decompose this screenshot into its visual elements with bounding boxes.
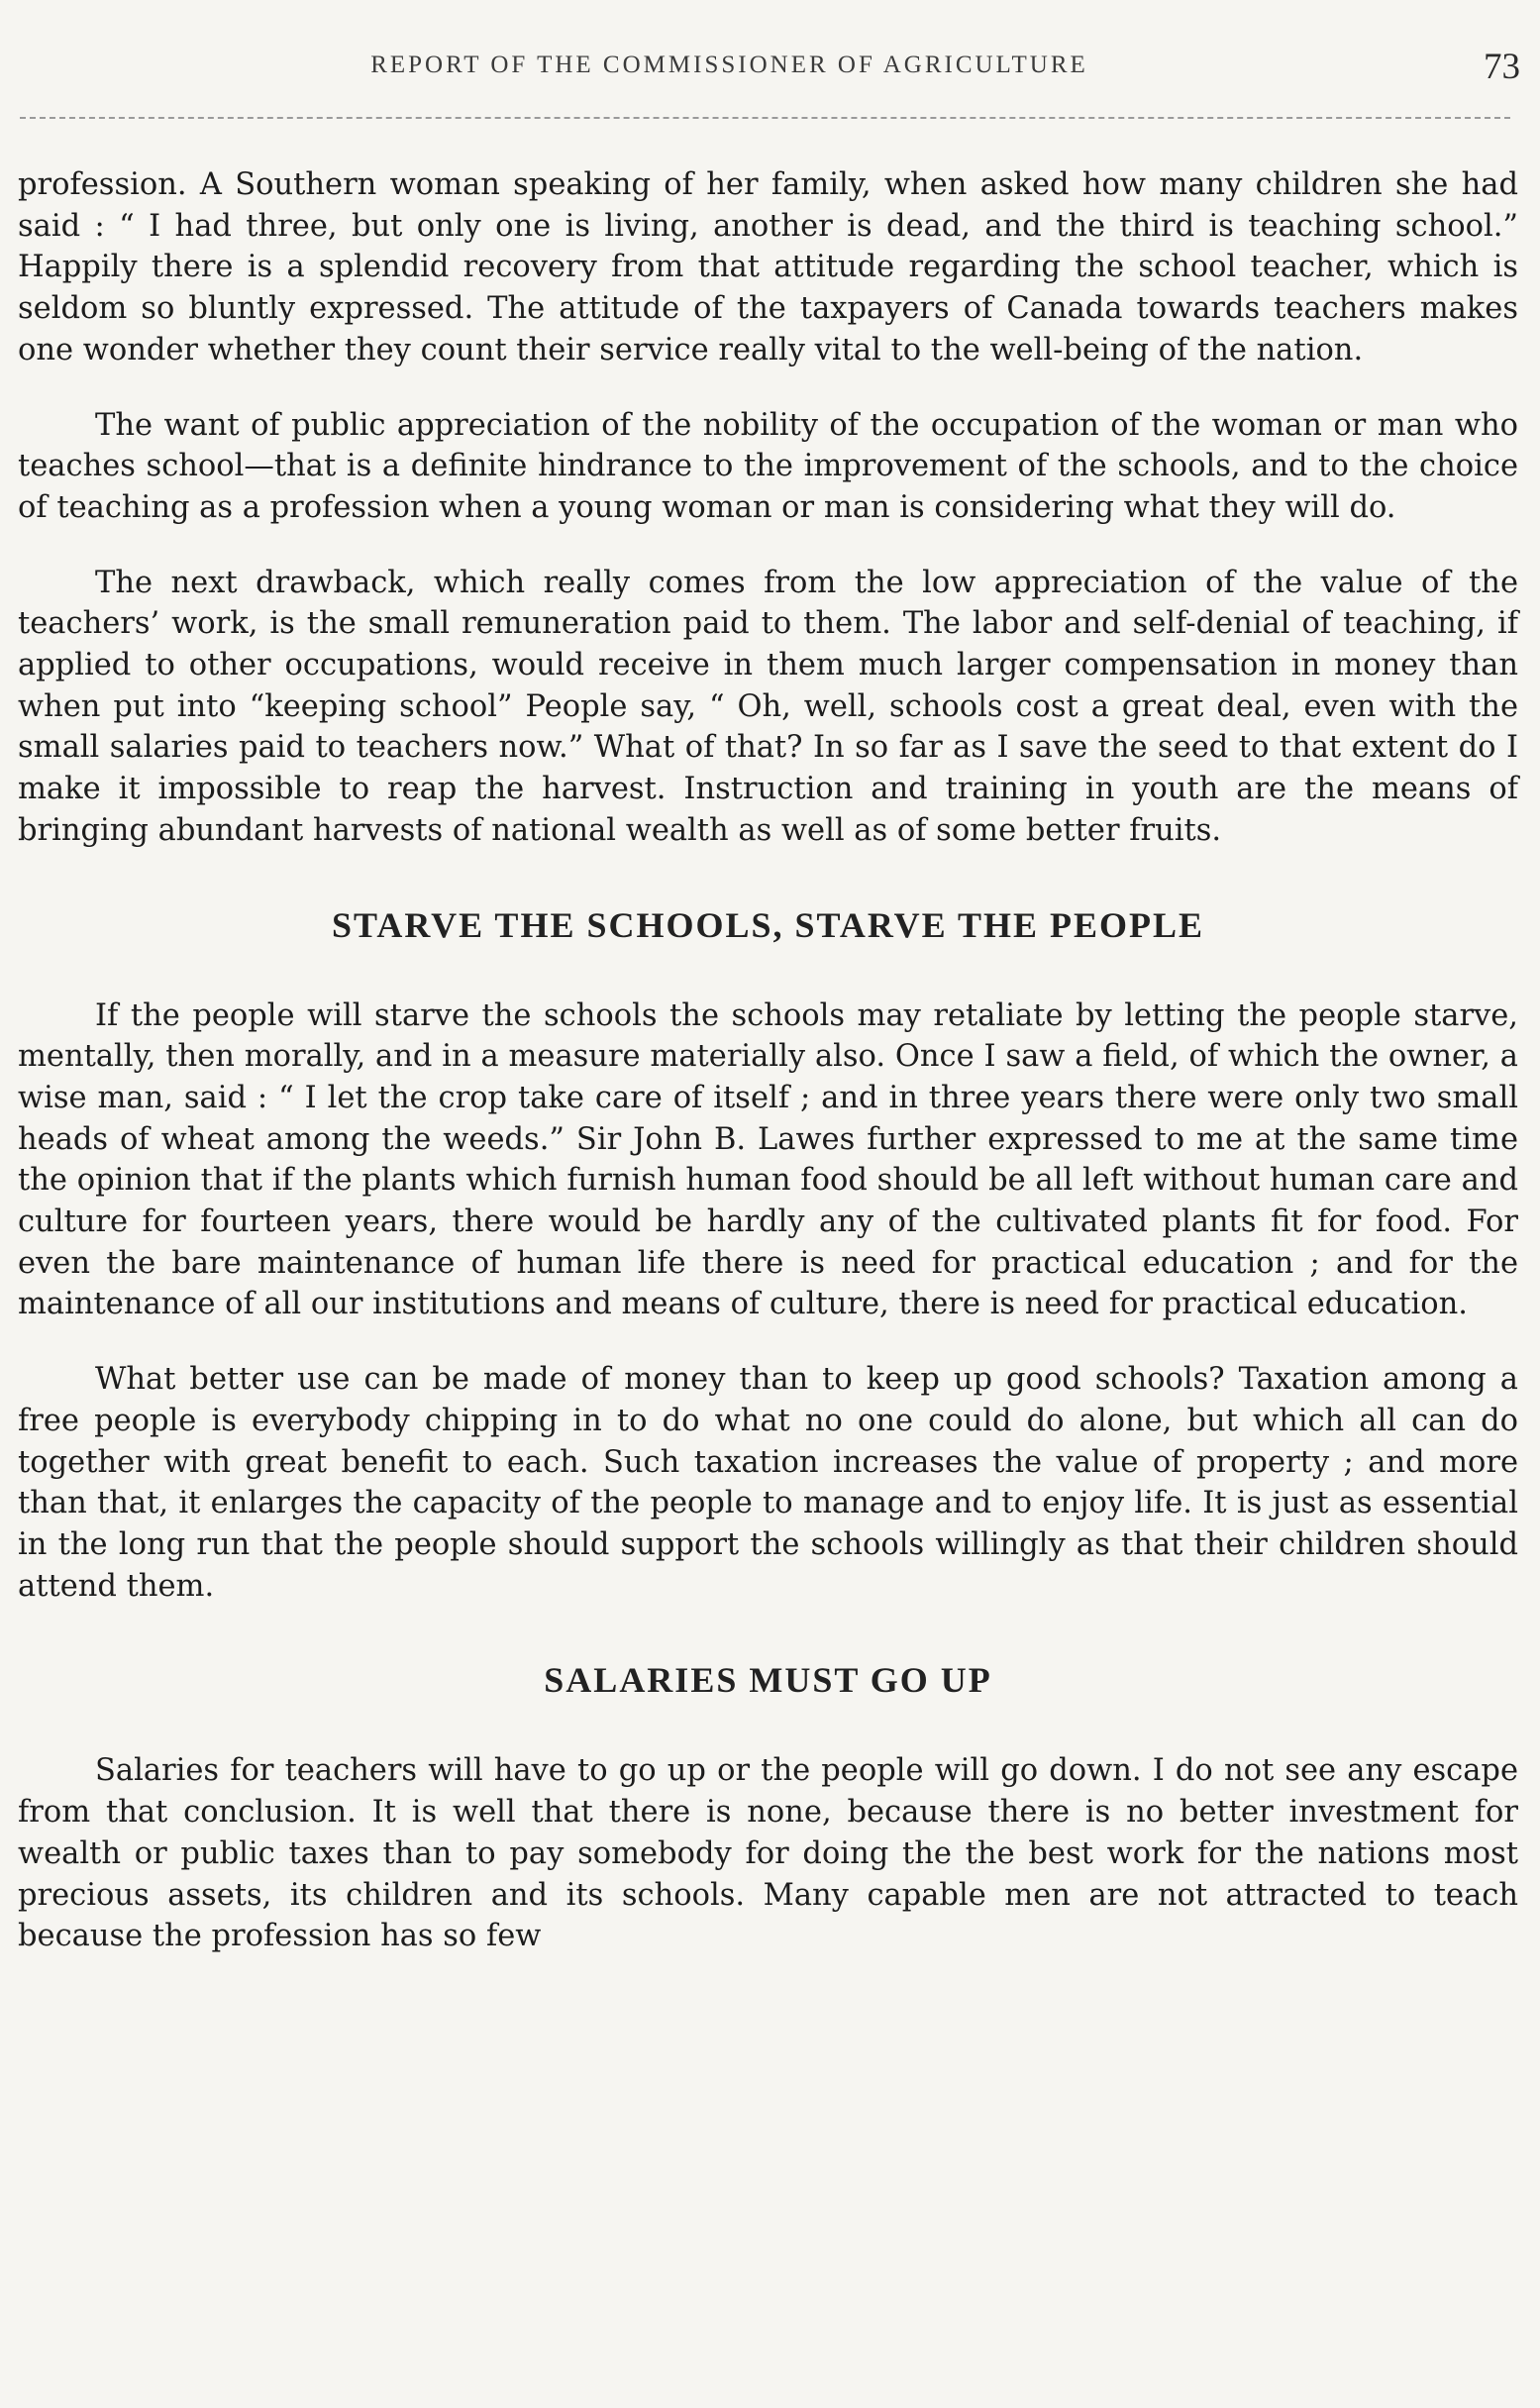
paragraph-3: The next drawback, which really comes from the low appreciation of the value of the teachers’ work, is the small remuneration paid to them. The labor and self-denial of teaching, if applied to other occupations, would receive in them much larger compensation in money than when put into “keeping school” People say, “ Oh, well, schools cost a great deal, even with the small salaries paid to teachers now.” What of that? In so far as I save the seed to that extent do I make it impossible to reap the harvest. Instruction and training in youth are the means of bringing abundant harvests of national wealth as well as of some better fruits. bbox=[18, 565, 1518, 848]
paragraph-1: profession. A Southern woman speaking of her family, when asked how many children she had said : “ I had three, but only one is living, another is dead, and the third is teaching school.” Happily there is a splendid recovery from that attitude regarding the school teacher, which is seldom so bluntly expressed. The attitude of the taxpayers of Canada towards teachers makes one wonder whether they count their service really vital to the well-being of the nation. bbox=[18, 167, 1518, 367]
body-text bbox=[18, 164, 1518, 1957]
paragraph-2: The want of public appreciation of the nobility of the occupation of the woman or man who teaches school—that is a definite hindrance to the improvement of the schools, and to the choice of teaching as a profession when a young woman or man is considering what they will do. bbox=[18, 407, 1518, 525]
section-heading-starve: STARVE THE SCHOOLS, STARVE THE PEOPLE bbox=[331, 904, 1205, 945]
page-header bbox=[18, 47, 1520, 101]
running-title: REPORT OF THE COMMISSIONER OF AGRICULTURE bbox=[370, 52, 1088, 78]
paragraph-5: What better use can be made of money than to keep up good schools? Taxation among a free people is everybody chipping in to do what no one could do alone, but which all can do together with great benefit to each. Such taxation increases the value of property ; and more than that, it enlarges the capacity of the people to manage and to enjoy life. It is just as essential in the long run that the people should support the schools willingly as that their children should attend them. bbox=[18, 1362, 1518, 1604]
section-heading-salaries: SALARIES MUST GO UP bbox=[544, 1660, 992, 1701]
paragraph-4: If the people will starve the schools the schools may retaliate by letting the people starve, mentally, then morally, and in a measure materially also. Once I saw a field, of which the owner, a wise man, said : “ I let the crop take care of itself ; and in three years there were only two small heads of wheat among the weeds.” Sir John B. Lawes further expressed to me at the same time the opinion that if the plants which furnish human food should be all left without human care and culture for fourteen years, there would be hardly any of the cultivated plants fit for food. For even the bare maintenance of human life there is need for practical education ; and for the maintenance of all our institutions and means of culture, there is need for practical education. bbox=[18, 997, 1518, 1322]
header-rule bbox=[20, 117, 1510, 119]
page-number: 73 bbox=[1484, 47, 1520, 87]
paragraph-6: Salaries for teachers will have to go up or the people will go down. I do not see any escape from that conclusion. It is well that there is none, because there is no better investment for wealth or public taxes than to pay somebody for doing the the best work for the nations most precious assets, its children and its schools. Many capable men are not attracted to teach because the profession has so few bbox=[18, 1753, 1518, 1954]
